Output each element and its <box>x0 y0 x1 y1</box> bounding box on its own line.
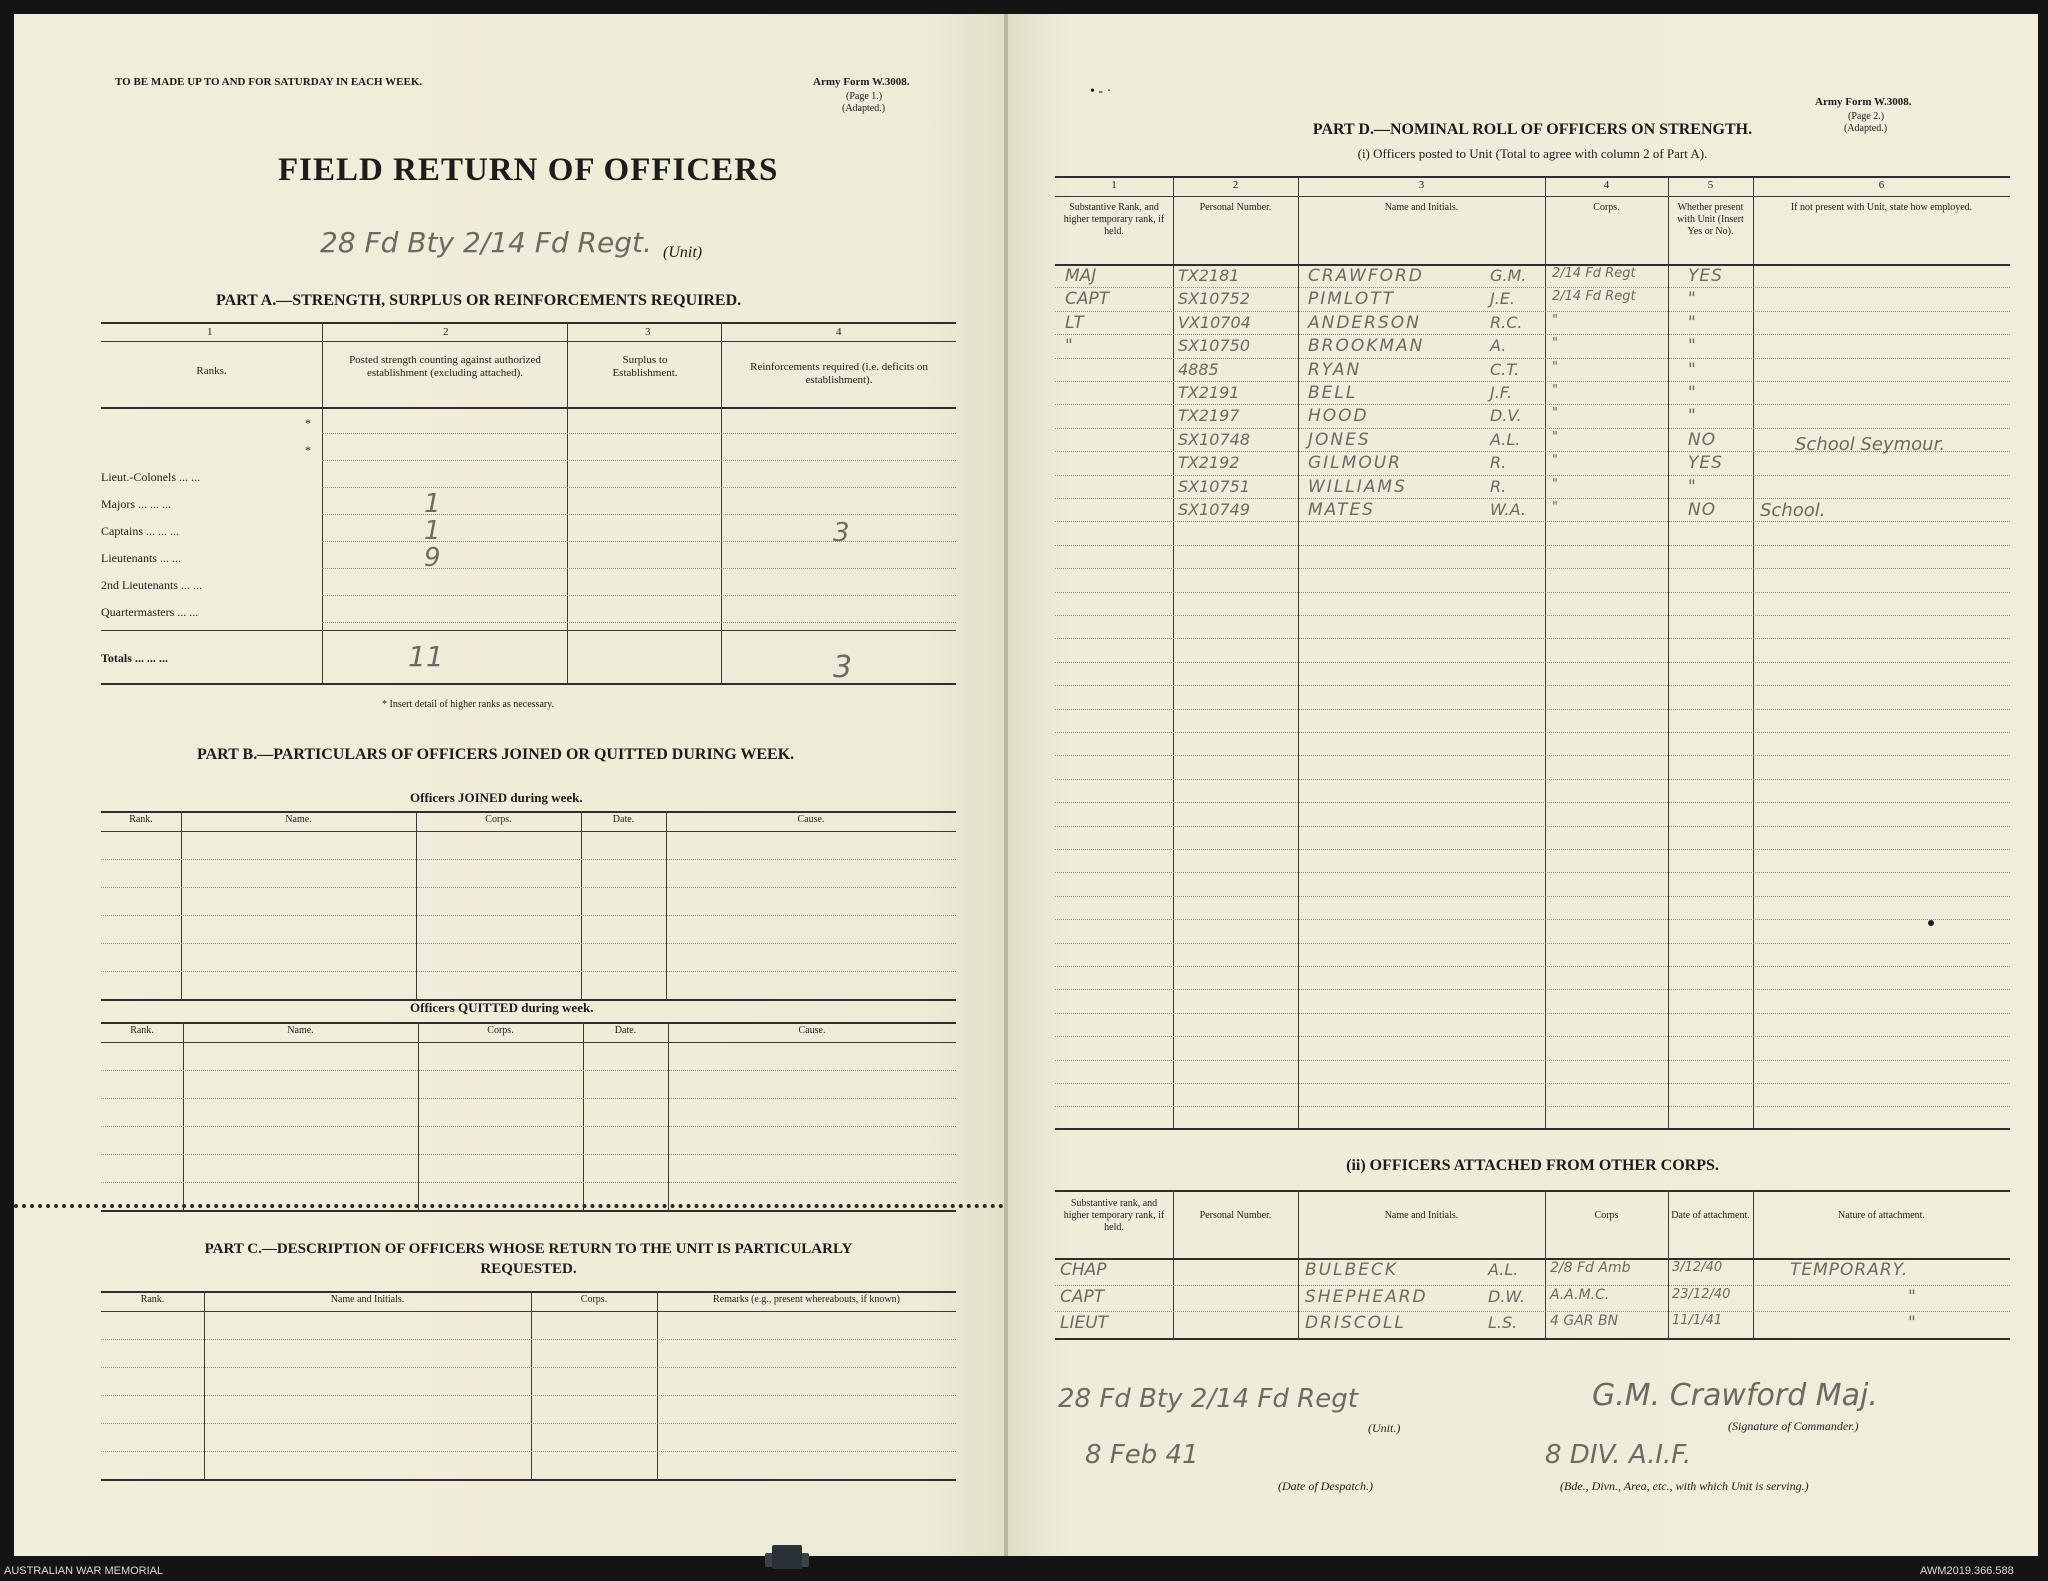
attached-initials: D.W. <box>1488 1287 1526 1306</box>
totals-reinforcements: 3 <box>833 650 853 685</box>
officer-initials: A. <box>1490 336 1507 355</box>
row-rule <box>101 1182 956 1183</box>
attached-initials: L.S. <box>1488 1313 1518 1332</box>
ink-dot <box>1928 920 1934 926</box>
officer-name: MATES <box>1308 500 1375 520</box>
col-num: 4 <box>836 326 842 338</box>
attachment-nature: " <box>1908 1313 1917 1333</box>
despatch-date: 8 Feb 41 <box>1085 1440 1199 1470</box>
row-rule <box>322 487 956 488</box>
officer-rank: CAPT <box>1065 289 1110 309</box>
attached-corps: 4 GAR BN <box>1550 1313 1619 1329</box>
column-header: Date. <box>614 1025 637 1036</box>
row-rule <box>1055 989 2010 990</box>
row-rule <box>1055 404 2010 405</box>
table-rule <box>1055 1128 2010 1130</box>
rank-label: Majors ... ... ... <box>101 497 171 511</box>
officer-initials: G.M. <box>1490 266 1527 285</box>
row-rule <box>1055 755 2010 756</box>
adapted-note-2: (Adapted.) <box>1844 123 1888 134</box>
officer-initials: C.T. <box>1490 360 1520 379</box>
column-header: Cause. <box>797 814 825 825</box>
footnote: * Insert detail of higher ranks as necessary. <box>382 699 555 710</box>
row-rule <box>1055 826 2010 827</box>
ink-mark: • - · <box>1090 84 1112 99</box>
personal-number: SX10750 <box>1178 336 1251 355</box>
attached-rank: CHAP <box>1060 1260 1107 1280</box>
officer-initials: W.A. <box>1490 500 1526 519</box>
col-num: 1 <box>207 326 213 338</box>
posted-value: 9 <box>424 543 441 573</box>
row-rule <box>1055 638 2010 639</box>
row-rule <box>101 859 956 860</box>
column-header: Corps. <box>485 814 512 825</box>
officer-name: BELL <box>1308 383 1358 403</box>
attachment-date: 3/12/40 <box>1672 1260 1723 1275</box>
officer-initials: R. <box>1490 477 1507 496</box>
row-rule <box>322 514 956 515</box>
personal-number: SX10751 <box>1178 477 1251 496</box>
row-rule <box>1055 732 2010 733</box>
officer-corps: " <box>1552 406 1558 421</box>
row-rule <box>1055 1060 2010 1061</box>
row-rule <box>322 568 956 569</box>
part-b-title: PART B.—PARTICULARS OF OFFICERS JOINED OR QUITTED DURING WEEK. <box>197 746 795 763</box>
header-posted: Posted strength counting against authorized establishment (excluding attached). <box>349 354 541 379</box>
adapted-note: (Adapted.) <box>842 103 886 114</box>
row-rule <box>1055 592 2010 593</box>
row-rule <box>322 595 956 596</box>
column-header: Rank. <box>130 1025 154 1036</box>
attached-name: SHEPHEARD <box>1305 1287 1428 1307</box>
row-rule <box>322 622 956 623</box>
instruction-text: TO BE MADE UP TO AND FOR SATURDAY IN EACH WEEK. <box>115 76 423 88</box>
column-header: Corps. <box>1593 202 1620 213</box>
row-rule <box>322 460 956 461</box>
column-header: Nature of attachment. <box>1838 1210 1925 1221</box>
joined-title: Officers JOINED during week. <box>410 790 583 805</box>
row-rule <box>1055 1285 2010 1286</box>
row-rule <box>1055 1311 2010 1312</box>
row-rule <box>1055 919 2010 920</box>
part-c-title: PART C.—DESCRIPTION OF OFFICERS WHOSE RETURN TO THE UNIT IS PARTICULARLY <box>204 1241 853 1257</box>
page-title: FIELD RETURN OF OFFICERS <box>278 152 779 188</box>
attached-name: DRISCOLL <box>1305 1313 1406 1333</box>
officer-initials: A.L. <box>1490 430 1521 449</box>
row-rule <box>101 1098 956 1099</box>
rank-label: * <box>305 443 311 457</box>
row-rule <box>1055 545 2010 546</box>
table-rule <box>101 1022 956 1024</box>
column-header: Name and Initials. <box>330 1294 405 1305</box>
row-rule <box>1055 311 2010 312</box>
table-rule <box>1055 1338 2010 1340</box>
row-rule <box>101 1126 956 1127</box>
present-status: YES <box>1688 266 1723 286</box>
officer-corps: " <box>1552 360 1558 375</box>
present-status: NO <box>1688 500 1717 520</box>
part-a-title: PART A.—STRENGTH, SURPLUS OR REINFORCEMENTS REQUIRED. <box>216 292 742 309</box>
column-header: Cause. <box>798 1025 826 1036</box>
column-header: Name and Initials. <box>1384 1210 1459 1221</box>
column-header: Whether present with Unit (Insert Yes or No). <box>1677 202 1744 237</box>
attached-name: BULBECK <box>1305 1260 1398 1280</box>
rank-label: 2nd Lieutenants ... ... <box>101 578 202 592</box>
posted-value: 1 <box>424 489 441 519</box>
column-rule <box>1173 1190 1174 1338</box>
signoff-unit-label: (Unit.) <box>1368 1421 1401 1435</box>
column-header: Rank. <box>129 814 153 825</box>
column-number: 3 <box>1418 179 1425 191</box>
column-header: Corps. <box>487 1025 514 1036</box>
officer-corps: 2/14 Fd Regt <box>1552 289 1636 304</box>
present-status: " <box>1688 406 1697 426</box>
form-number-2: Army Form W.3008. <box>1815 96 1912 108</box>
attached-rank: CAPT <box>1060 1287 1105 1307</box>
table-rule <box>101 1311 956 1312</box>
personal-number: TX2191 <box>1178 383 1240 402</box>
column-rule <box>1545 1190 1546 1338</box>
totals-label: Totals ... ... ... <box>101 651 168 665</box>
row-rule <box>1055 521 2010 522</box>
officer-corps: " <box>1552 383 1558 398</box>
row-rule <box>101 1395 956 1396</box>
column-header: Name. <box>285 814 312 825</box>
rank-label: Captains ... ... ... <box>101 524 179 538</box>
column-number: 2 <box>1232 179 1239 191</box>
column-header: Personal Number. <box>1199 1210 1272 1221</box>
officer-rank: LT <box>1065 313 1084 333</box>
officer-name: RYAN <box>1308 360 1362 380</box>
row-rule <box>1055 334 2010 335</box>
row-rule <box>1055 428 2010 429</box>
officer-initials: D.V. <box>1490 406 1522 425</box>
row-rule <box>101 1367 956 1368</box>
archive-reference: AWM2019.366.588 <box>1920 1565 2014 1577</box>
officer-corps: " <box>1552 453 1558 468</box>
officer-rank: MAJ <box>1065 266 1097 286</box>
col-num: 2 <box>443 326 449 338</box>
officer-rank: " <box>1065 336 1073 356</box>
attached-corps: A.A.M.C. <box>1550 1287 1610 1303</box>
despatch-date-label: (Date of Despatch.) <box>1278 1479 1373 1493</box>
column-header: Rank. <box>140 1294 165 1305</box>
present-status: " <box>1688 477 1697 497</box>
attached-corps: 2/8 Fd Amb <box>1550 1260 1631 1276</box>
officer-name: HOOD <box>1308 406 1369 426</box>
part-c-title-2: REQUESTED. <box>480 1261 577 1277</box>
row-rule <box>101 1451 956 1452</box>
column-header: Name. <box>287 1025 314 1036</box>
column-rule <box>1545 176 1546 1128</box>
rank-label: Quartermasters ... ... <box>101 605 199 619</box>
table-rule <box>1055 176 2010 178</box>
part-d-subtitle: (i) Officers posted to Unit (Total to agree with column 2 of Part A). <box>1357 146 1708 161</box>
table-rule <box>1055 196 2010 197</box>
row-rule <box>1055 685 2010 686</box>
row-rule <box>101 1339 956 1340</box>
personal-number: SX10749 <box>1178 500 1251 519</box>
row-rule <box>1055 709 2010 710</box>
officer-corps: " <box>1552 500 1558 515</box>
signature-label: (Signature of Commander.) <box>1728 1419 1859 1433</box>
personal-number: VX10704 <box>1178 313 1251 332</box>
column-header: Date. <box>612 814 635 825</box>
commander-signature: G.M. Crawford Maj. <box>1592 1378 1878 1413</box>
present-status: " <box>1688 289 1697 309</box>
perforation-line <box>14 1204 1004 1208</box>
row-rule <box>101 915 956 916</box>
rank-label: Lieut.-Colonels ... ... <box>101 470 200 484</box>
attached-title: (ii) OFFICERS ATTACHED FROM OTHER CORPS. <box>1346 1157 1719 1174</box>
table-rule <box>101 1479 956 1481</box>
column-header: Substantive Rank, and higher temporary rank, if held. <box>1063 202 1165 237</box>
attached-rank: LIEUT <box>1060 1313 1109 1333</box>
rank-label: * <box>305 416 311 430</box>
row-rule <box>322 541 956 542</box>
officer-corps: " <box>1552 336 1558 351</box>
officer-name: WILLIAMS <box>1308 477 1407 497</box>
row-rule <box>101 1423 956 1424</box>
attachment-nature: " <box>1908 1287 1917 1307</box>
column-rule <box>1298 176 1299 1128</box>
table-rule <box>1055 1190 2010 1192</box>
row-rule <box>1055 849 2010 850</box>
part-d-title: PART D.—NOMINAL ROLL OF OFFICERS ON STRENGTH. <box>1312 121 1753 138</box>
column-header: Substantive rank, and higher temporary rank, if held. <box>1063 1198 1165 1233</box>
employment-note: School Seymour. <box>1795 434 1946 455</box>
attached-initials: A.L. <box>1488 1260 1519 1279</box>
row-rule <box>1055 568 2010 569</box>
row-rule <box>101 943 956 944</box>
officer-corps: " <box>1552 313 1558 328</box>
page-number: (Page 1.) <box>846 91 883 102</box>
column-rule <box>1753 1190 1754 1338</box>
row-rule <box>1055 779 2010 780</box>
table-rule <box>101 811 956 813</box>
attachment-date: 11/1/41 <box>1672 1313 1723 1328</box>
personal-number: SX10748 <box>1178 430 1251 449</box>
row-rule <box>101 887 956 888</box>
totals-posted: 11 <box>408 640 444 673</box>
column-rule <box>1753 176 1754 1128</box>
officer-name: JONES <box>1308 430 1371 450</box>
attachment-nature: TEMPORARY. <box>1790 1260 1909 1280</box>
rank-label: Lieutenants ... ... <box>101 551 181 565</box>
signoff-unit: 28 Fd Bty 2/14 Fd Regt <box>1058 1384 1358 1414</box>
personal-number: 4885 <box>1178 360 1219 379</box>
row-rule <box>1055 896 2010 897</box>
row-rule <box>1055 1036 2010 1037</box>
officer-name: ANDERSON <box>1308 313 1421 333</box>
column-number: 6 <box>1878 179 1885 191</box>
reinforcement-value: 3 <box>833 518 850 548</box>
officer-name: BROOKMAN <box>1308 336 1425 356</box>
officer-initials: R. <box>1490 453 1507 472</box>
personal-number: TX2181 <box>1178 266 1240 285</box>
header-surplus: Surplus to Establishment. <box>612 354 678 379</box>
personal-number: SX10752 <box>1178 289 1251 308</box>
row-rule <box>1055 966 2010 967</box>
row-rule <box>1055 1083 2010 1084</box>
officer-name: CRAWFORD <box>1308 266 1424 286</box>
column-header: Corps <box>1594 1210 1619 1221</box>
row-rule <box>1055 1013 2010 1014</box>
binder-clip-top <box>772 1545 802 1569</box>
officer-name: PIMLOTT <box>1308 289 1396 309</box>
officer-initials: R.C. <box>1490 313 1523 332</box>
row-rule <box>1055 943 2010 944</box>
column-header: Corps. <box>580 1294 608 1305</box>
column-rule <box>1668 1190 1669 1338</box>
personal-number: TX2192 <box>1178 453 1240 472</box>
present-status: " <box>1688 336 1697 356</box>
column-header: Name and Initials. <box>1384 202 1459 213</box>
present-status: " <box>1688 360 1697 380</box>
present-status: YES <box>1688 453 1723 473</box>
table-rule <box>101 1210 956 1212</box>
attachment-date: 23/12/40 <box>1672 1287 1731 1302</box>
row-rule <box>1055 802 2010 803</box>
officer-initials: J.F. <box>1490 383 1513 402</box>
archive-credit: AUSTRALIAN WAR MEMORIAL <box>4 1565 164 1577</box>
row-rule <box>1055 475 2010 476</box>
column-number: 1 <box>1111 179 1117 191</box>
quitted-title: Officers QUITTED during week. <box>410 1000 594 1015</box>
row-rule <box>1055 498 2010 499</box>
page-spine <box>1004 14 1008 1556</box>
officer-corps: " <box>1552 430 1558 445</box>
header-ranks: Ranks. <box>196 365 227 377</box>
column-header: Personal Number. <box>1199 202 1272 213</box>
row-rule <box>322 433 956 434</box>
page-number-2: (Page 2.) <box>1848 111 1885 122</box>
form-number: Army Form W.3008. <box>813 76 910 88</box>
present-status: " <box>1688 313 1697 333</box>
column-rule <box>1668 176 1669 1128</box>
officer-corps: " <box>1552 477 1558 492</box>
column-rule <box>1298 1190 1299 1338</box>
column-header: If not present with Unit, state how employed. <box>1790 202 1973 213</box>
row-rule <box>1055 381 2010 382</box>
present-status: " <box>1688 383 1697 403</box>
unit-handwritten: 28 Fd Bty 2/14 Fd Regt. <box>320 226 652 259</box>
column-number: 4 <box>1603 179 1610 191</box>
personal-number: TX2197 <box>1178 406 1240 425</box>
row-rule <box>1055 358 2010 359</box>
officer-corps: 2/14 Fd Regt <box>1552 266 1636 281</box>
column-header: Date of attachment. <box>1671 1210 1750 1221</box>
row-rule <box>1055 287 2010 288</box>
table-rule <box>101 831 956 832</box>
col-num: 3 <box>645 326 651 338</box>
row-rule <box>1055 1106 2010 1107</box>
row-rule <box>101 971 956 972</box>
header-reinforcements: Reinforcements required (i.e. deficits on establishment). <box>750 361 928 386</box>
column-number: 5 <box>1707 179 1714 191</box>
row-rule <box>101 1154 956 1155</box>
row-rule <box>1055 615 2010 616</box>
officer-initials: J.E. <box>1490 289 1515 308</box>
table-rule <box>101 1291 956 1293</box>
row-rule <box>101 1070 956 1071</box>
column-header: Remarks (e.g., present whereabouts, if known) <box>713 1294 900 1305</box>
table-rule <box>101 1042 956 1043</box>
column-rule <box>1173 176 1174 1128</box>
officer-name: GILMOUR <box>1308 453 1402 473</box>
employment-note: School. <box>1760 500 1826 521</box>
posted-value: 1 <box>424 516 441 546</box>
row-rule <box>1055 872 2010 873</box>
formation-label: (Bde., Divn., Area, etc., with which Unit is serving.) <box>1560 1479 1809 1493</box>
present-status: NO <box>1688 430 1717 450</box>
row-rule <box>1055 662 2010 663</box>
page-2 <box>1008 14 2038 1556</box>
unit-label: (Unit) <box>663 244 703 261</box>
formation: 8 DIV. A.I.F. <box>1545 1440 1692 1470</box>
